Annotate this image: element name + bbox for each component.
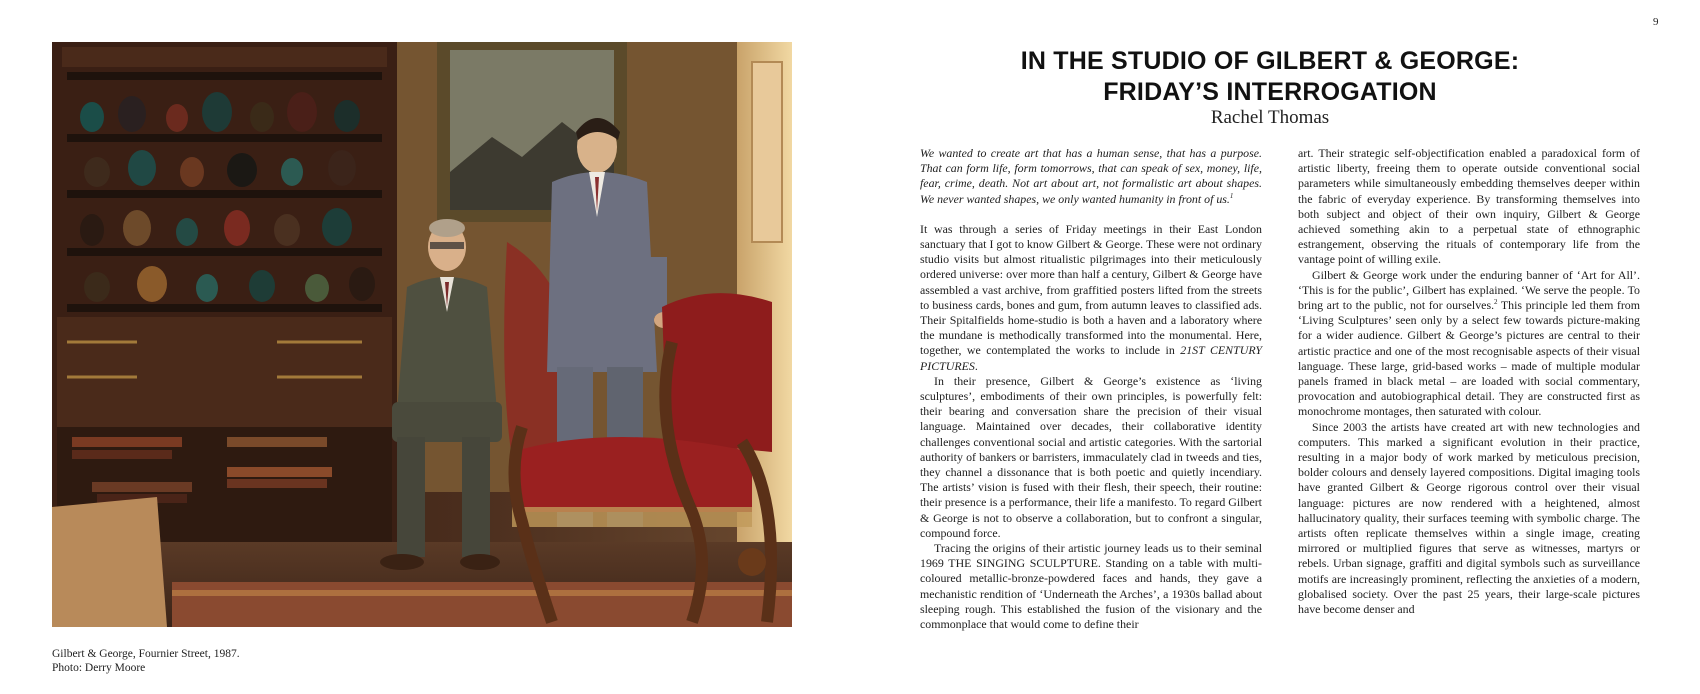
caption-title: Gilbert & George, Fournier Street, 1987.	[52, 648, 240, 660]
paragraph-1-text: It was through a series of Friday meetings in their East London sanctuary that I got to know Gilbert & George. These were not ordinary studio visits but almost ritualistic pilgrimages into their meticulously ordered universe: over more than half a century, Gilbert & George have assembled a vast archive, from graffitied posters lifted from the streets to business cards, bones and gum, from autumn leaves to classified ads. Their Spitalfields home-studio is both a haven and a laboratory where the mundane is methodically transformed into the monumental. Here, together, we contemplated the works to include in	[920, 221, 1262, 358]
page-number: 9	[1653, 16, 1659, 28]
article-author: Rachel Thomas	[1210, 107, 1330, 128]
epigraph	[920, 146, 1262, 207]
paragraph-6: Since 2003 the artists have created art with new technologies and computers. This marked a significant evolution in their practice, resulting in a major body of work marked by meticulous precision, bolder colours and densely layered compositions. Digital imaging tools have granted Gilbert & George rigorous control over their visual language: pictures are now rendered with a heightened, almost hallucinatory quality, their surfaces teeming with symbolic charge. The artists often replicate themselves within a single image, creating mirrored or multiplied figures that serve as witnesses, martyrs or rebels. Urban signage, graffiti and digital symbols such as surveillance motifs are increasingly prominent, reflecting the anxieties of a modern, globalised society. Over the past 25 years, their large-scale pictures have become denser and	[1298, 419, 1640, 617]
paragraph-1-end: .	[974, 358, 978, 373]
title-line-1: IN THE STUDIO OF GILBERT & GEORGE:	[1020, 47, 1520, 75]
photo-caption	[52, 647, 240, 675]
epigraph-text: We wanted to create art that has a human sense, that has a purpose. That can form life, form tomorrows, that can speak of sex, money, life, fear, crime, death. Not art about art, not formalistic art about shapes. We never wanted shapes, we only wanted humanity in front of us.	[920, 146, 1262, 206]
exhibition-title: 21ST CENTURY PICTURES	[920, 343, 1262, 373]
title-line-2: FRIDAY’S INTERROGATION	[1103, 78, 1437, 106]
footnote-ref-1: 1	[1229, 191, 1234, 200]
article-column-right	[1298, 146, 1640, 617]
article-column-left	[920, 146, 1262, 632]
article-title	[960, 46, 1580, 108]
paragraph-1	[920, 222, 1262, 374]
paragraph-5	[1298, 268, 1640, 420]
photo-illustration	[52, 42, 792, 627]
paragraph-3: Tracing the origins of their artistic journey leads us to their seminal 1969 THE SINGING SCULPTURE. Standing on a table with multi-coloured metallic-bronze-powdered faces and hands, they gave a mechanistic rendition of ‘Underneath the Arches’, a 1930s ballad about sleeping rough. This established the fusion of the visionary and the commonplace that would come to define their	[920, 541, 1262, 632]
paragraph-4: art. Their strategic self-objectification enabled a paradoxical form of artistic liberty, freeing them to operate outside conventional social parameters while simultaneously embedding themselves deeper within the fabric of everyday experience. By transforming themselves into both subject and object of their own inquiry, Gilbert & George achieved something akin to a perpetual state of ethnographic estrangement, observing the rituals of contemporary life from the vantage point of willing exile.	[1298, 146, 1640, 267]
caption-credit: Photo: Derry Moore	[52, 662, 146, 674]
paragraph-5-text: Gilbert & George work under the enduring banner of ‘Art for All’. ‘This is for the public’, Gilbert has explained. ‘We serve the people. To bring art to the public, not for ourselves.	[1298, 267, 1640, 313]
photo	[52, 42, 792, 627]
paragraph-5-rest: This principle led them from ‘Living Sculptures’ seen only by a select few towards picture-making for a wider audience. Gilbert & George’s pictures are central to their artistic practice and one of the most recognisable aspects of their visual language. These large, grid-based works – made of multiple modular panels framed in black metal – are loaded with social commentary, provocation and autobiographical detail. They are constructed first as monochrome montages, then saturated with colour.	[1298, 298, 1641, 419]
paragraph-2: In their presence, Gilbert & George’s existence as ‘living sculptures’, embodiments of their own principles, is powerfully felt: their bearing and conversation share the precision of their visual language. Maintained over decades, their collaborative identity challenges conventional social and artistic categories. With the sartorial authority of bankers or barristers, immaculately clad in tweeds and ties, they channel a dissonance that is both poetic and quietly incendiary. The artists’ vision is fused with their flesh, their speech, their routine: their presence is a performance, their life a manifesto. To regard Gilbert & George is not to observe a collaboration, but to confront a singular, compound force.	[920, 373, 1262, 540]
footnote-ref-2: 2	[1494, 298, 1498, 307]
